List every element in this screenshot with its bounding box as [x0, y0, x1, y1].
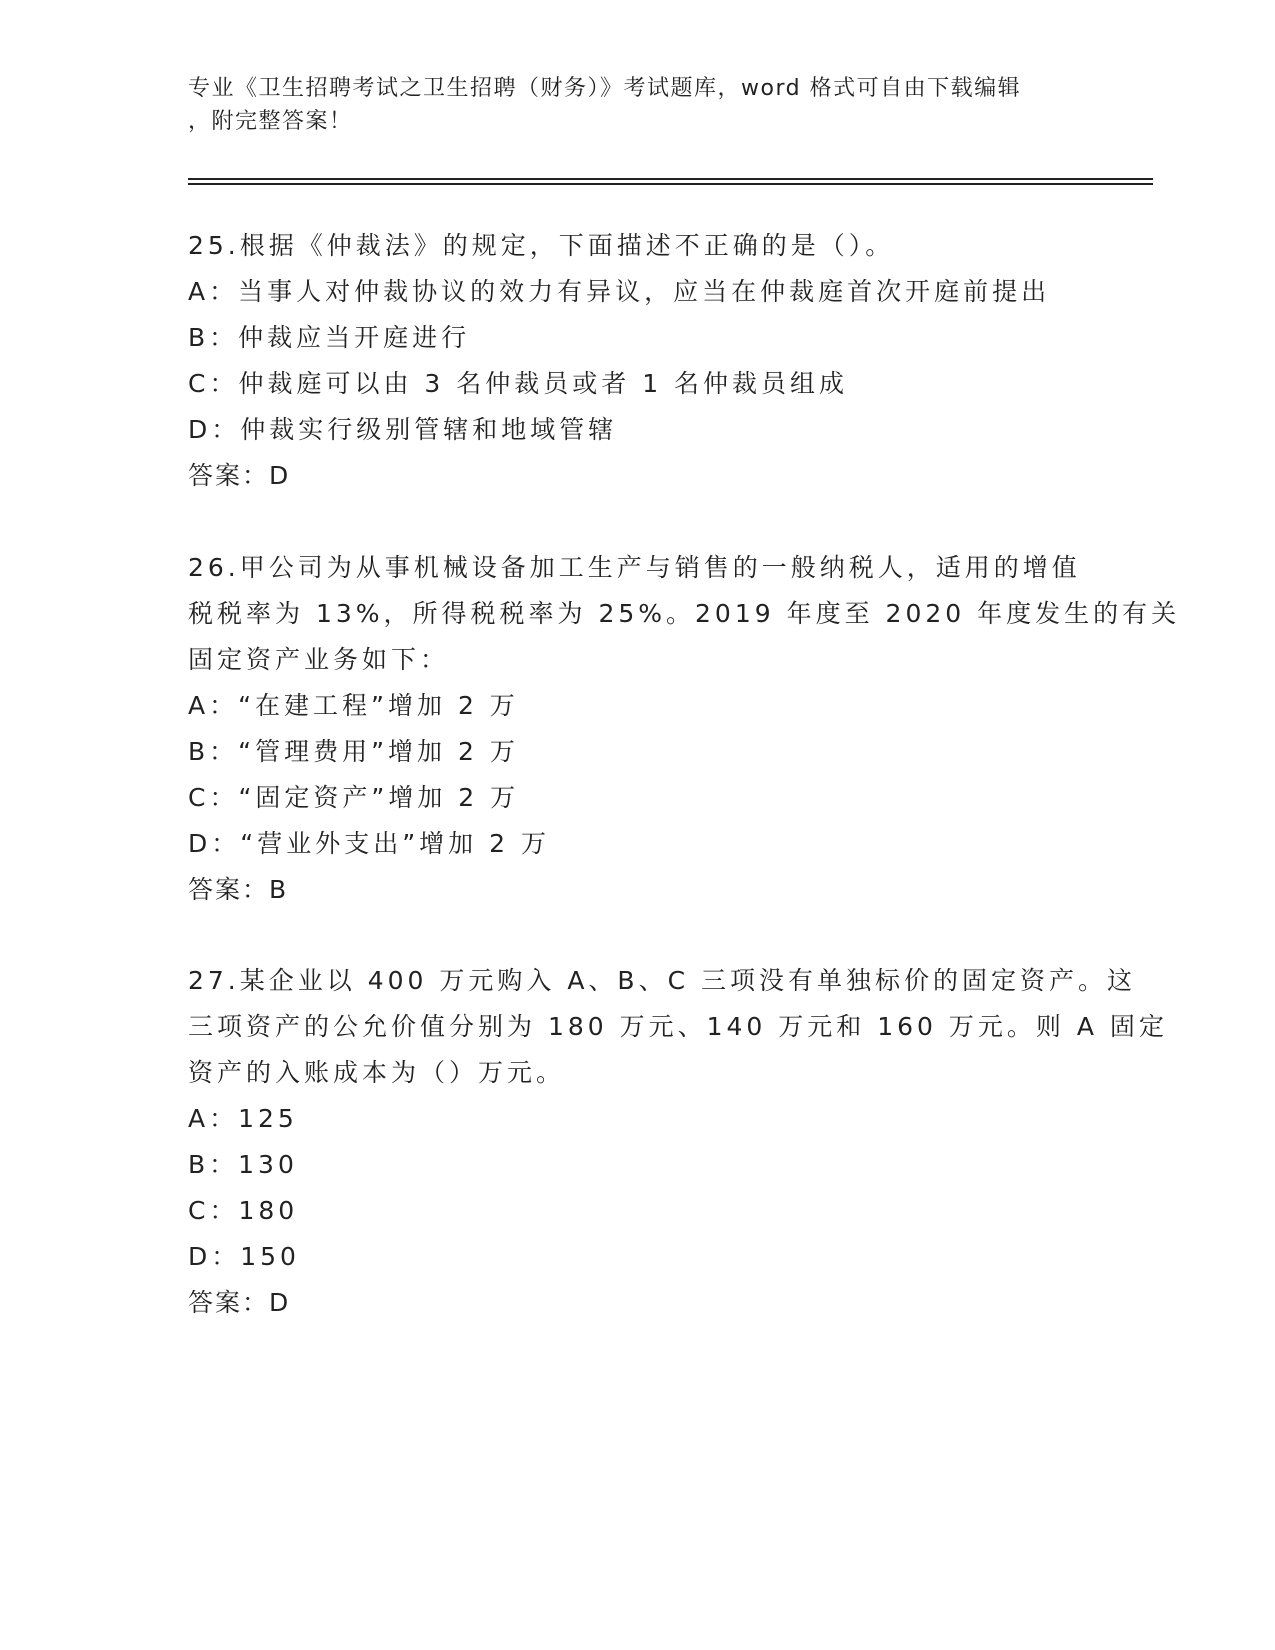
option-d: D：“营业外支出”增加 2 万 [188, 829, 550, 858]
option-c: C：180 [188, 1196, 299, 1225]
question-26 [188, 545, 1181, 913]
answer: 答案：B [188, 875, 289, 904]
header-line-1: 专业《卫生招聘考试之卫生招聘（财务）》考试题库，word 格式可自由下载编辑 [188, 76, 1022, 101]
option-b: B：130 [188, 1150, 298, 1179]
question-stem: 25.根据《仲裁法》的规定，下面描述不正确的是（）。 [188, 231, 895, 260]
question-stem-line-1: 27.某企业以 400 万元购入 A、B、C 三项没有单独标价的固定资产。这 [188, 966, 1136, 995]
question-stem-line-2: 税税率为 13%，所得税税率为 25%。2019 年度至 2020 年度发生的有关 [188, 599, 1181, 628]
option-c: C：“固定资产”增加 2 万 [188, 783, 520, 812]
option-a: A：125 [188, 1104, 298, 1133]
option-c: C：仲裁庭可以由 3 名仲裁员或者 1 名仲裁员组成 [188, 369, 849, 398]
option-a: A：“在建工程”增加 2 万 [188, 691, 519, 720]
question-27 [188, 958, 1168, 1326]
question-stem-line-3: 资产的入账成本为（）万元。 [188, 1058, 566, 1087]
header-line-2: ，附完整答案！ [188, 109, 353, 134]
header-divider-bottom [188, 183, 1153, 185]
question-stem-line-3: 固定资产业务如下： [188, 645, 450, 674]
question-stem-line-1: 26.甲公司为从事机械设备加工生产与销售的一般纳税人，适用的增值 [188, 553, 1081, 582]
answer: 答案：D [188, 461, 291, 490]
option-d: D：仲裁实行级别管辖和地域管辖 [188, 415, 618, 444]
document-header [188, 72, 1088, 138]
option-d: D：150 [188, 1242, 300, 1271]
header-divider-top [188, 178, 1153, 180]
answer: 答案：D [188, 1288, 291, 1317]
option-a: A：当事人对仲裁协议的效力有异议，应当在仲裁庭首次开庭前提出 [188, 277, 1051, 306]
question-stem-line-2: 三项资产的公允价值分别为 180 万元、140 万元和 160 万元。则 A 固定 [188, 1012, 1168, 1041]
option-b: B：“管理费用”增加 2 万 [188, 737, 519, 766]
question-25 [188, 223, 1088, 499]
option-b: B：仲裁应当开庭进行 [188, 323, 471, 352]
